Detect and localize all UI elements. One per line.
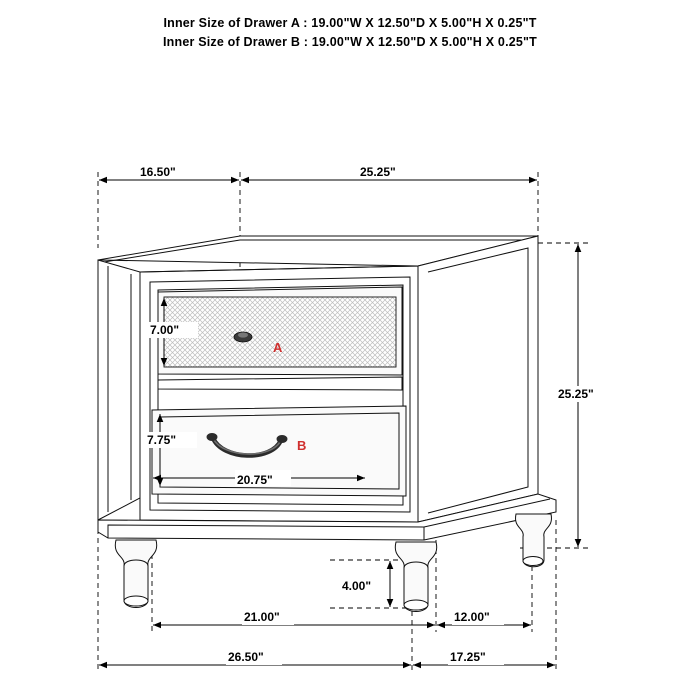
dim-right-height-label: 25.25" [558,387,594,401]
dim-bottom-row-2 [99,649,555,665]
drawer-a-knob[interactable] [234,332,252,342]
dim-drawer-b-width-label: 20.75" [237,473,273,487]
drawer-a-label: A [273,340,283,355]
drawer-b-label: B [297,438,307,453]
drawer-a-inner-size-note: Inner Size of Drawer A : 19.00"W X 12.50"D X 5.00"H X 0.25"T [163,16,537,30]
top-dimension-row [99,165,537,180]
dim-foot-height-label: 4.00" [342,579,372,593]
dim-overall-depth-label: 17.25" [450,650,486,664]
dim-right-height [556,244,604,547]
dim-front-width-label: 21.00" [244,610,280,624]
dim-top-left: 16.50" [140,165,176,179]
dim-top-right: 25.25" [360,165,396,179]
dim-side-depth-label: 12.00" [454,610,490,624]
dim-drawer-a-height-label: 7.00" [150,323,180,337]
dim-bottom-row-1 [153,609,531,625]
dim-overall-width-label: 26.50" [228,650,264,664]
dim-drawer-b-height-label: 7.75" [147,433,177,447]
drawer-b-inner-size-note: Inner Size of Drawer B : 19.00"W X 12.50"D X 5.00"H X 0.25"T [162,35,538,49]
dim-foot-height [340,561,390,607]
